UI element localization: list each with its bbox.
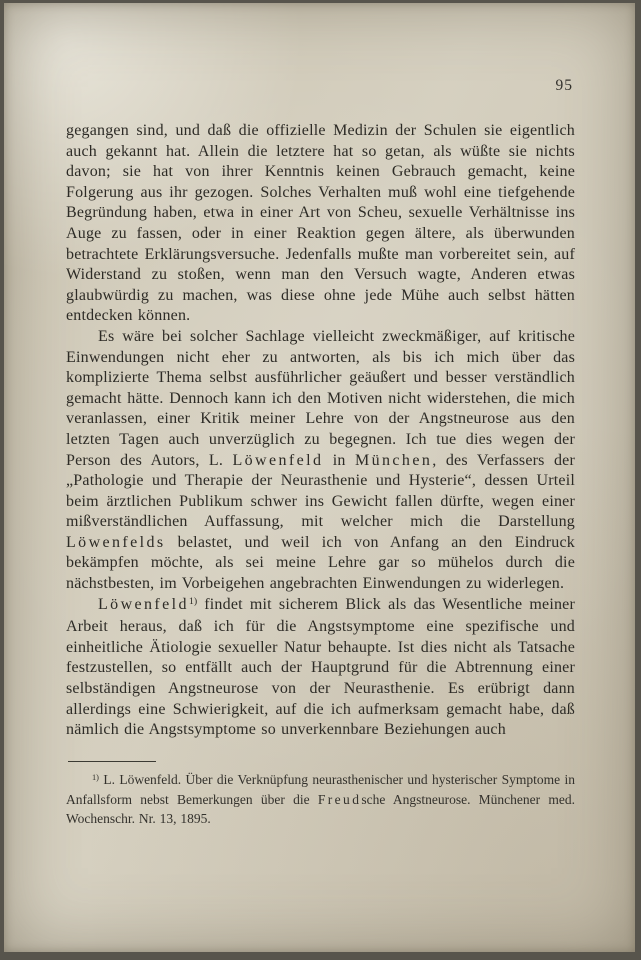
letterspaced-name: Löwenfeld xyxy=(98,595,189,613)
text-run: belastet, und weil ich von Anfang an den Eindruck bekämpfen möchte, als sei meine Lehre gar so mühelos durch die nächstbesten, im Vorbeigehen angebrachten Einwendungen zu widerlegen. xyxy=(66,533,575,593)
footnote xyxy=(66,761,575,829)
text-run: , des Verfassers der „Pathologie und Therapie der Neurasthenie und Hysterie“, dessen Urteil beim ärztlichen Publikum schwer ins Gewicht fallen dürfte, wegen einer mißverständlichen Auffassung, mit welcher mich die Darstellung xyxy=(66,451,576,531)
letterspaced-name: Löwenfeld xyxy=(232,451,324,469)
text-run: in xyxy=(323,451,355,469)
letterspaced-name: Löwenfelds xyxy=(66,533,166,551)
paragraph xyxy=(66,121,575,327)
paragraph-container xyxy=(66,121,575,741)
text-run: sche Angstneurose. Münchener med. Wochenschr. Nr. 13, 1895. xyxy=(66,792,576,826)
footnote-separator-rule xyxy=(68,761,156,762)
letterspaced-name: München xyxy=(355,451,433,469)
footnote-text xyxy=(66,771,575,829)
text-run: findet mit sicherem Blick als das Wesentliche meiner Arbeit heraus, daß ich für die Angstsymptome eine spezifische und einheitliche Ätiologie sexueller Natur behaupte. Ist dies nicht als Tatsache festzustellen, so entfällt auch der Hauptgrund für die Abtrennung einer selbständigen Angstneurose von der Neurasthenie. Es erübrigt dann allerdings eine Schwierigkeit, auf die ich aufmerksam gemacht habe, daß nämlich die Angstsymptome so unverkennbare Beziehungen auch xyxy=(66,595,575,739)
letterspaced-name: Freud xyxy=(317,792,362,808)
text-run: gegangen sind, und daß die offizielle Medizin der Schulen sie eigentlich auch gekannt hat. Allein die letztere hat so getan, als wüßte sie nichts davon; sie hat von ihrer Kenntnis keinen Gebrauch gemacht, keine Folgerung aus ihr gezogen. Solches Verhalten muß wohl eine tiefgehende Begründung haben, etwa in einer Art von Scheu, sexuelle Verhältnisse ins Auge zu fassen, oder in einer Reaktion gegen ältere, als überwunden betrachtete Erklärungsversuche. Jedenfalls mußte man vorbereitet sein, auf Widerstand zu stoßen, wenn man den Versuch wagte, Anderen etwas glaubwürdig zu machen, was diese ohne jede Mühe auch selbst hätten entdecken können. xyxy=(66,122,575,325)
page-text xyxy=(66,121,575,828)
text-run: L. Löwenfeld. Über die Verknüpfung neurasthenischer und hysterischer Symptome in Anfallsform nebst Bemerkungen über die xyxy=(66,771,575,808)
footnote-marker: 1) xyxy=(92,773,99,783)
paper-background xyxy=(4,3,635,952)
text-run: Es wäre bei solcher Sachlage vielleicht zweckmäßiger, auf kritische Einwendungen nicht eher zu antworten, als bis ich mich über das komplizierte Thema selbst ausführlicher geäußert und besser verständlich gemacht hätte. Dennoch kann ich den Motiven nicht widerstehen, die mich veranlassen, einer Kritik meiner Lehre von der Angstneurose aus den letzten Tagen auch unverzüglich zu begegnen. Ich tue dies wegen der Person des Autors, L. xyxy=(66,327,575,469)
page-number: 95 xyxy=(555,77,573,94)
paragraph xyxy=(66,327,575,595)
paragraph xyxy=(66,595,575,741)
footnote-marker: 1) xyxy=(188,596,198,608)
